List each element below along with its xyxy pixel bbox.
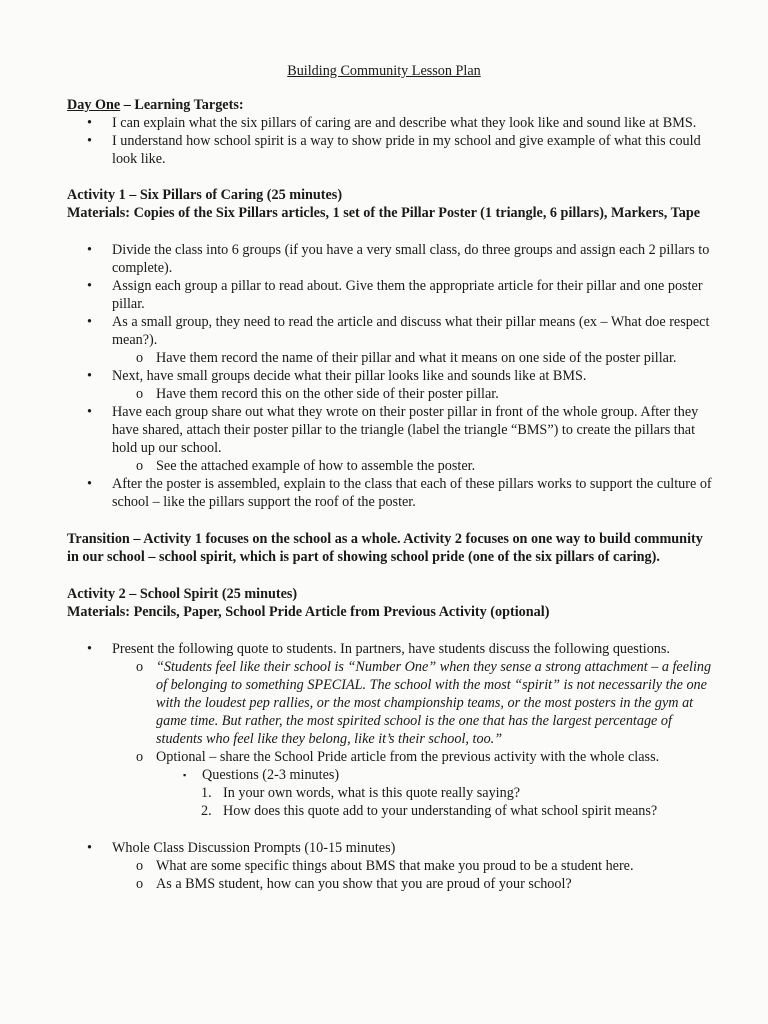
sub-list-item: o See the attached example of how to assemble the poster. <box>136 458 476 474</box>
bullet-icon: • <box>87 641 92 657</box>
activity2-materials: Materials: Pencils, Paper, School Pride Article from Previous Activity (optional) <box>67 604 550 620</box>
number-marker: 2. <box>201 803 212 819</box>
transition-paragraph: Transition – Activity 1 focuses on the school as a whole. Activity 2 focuses on one way to build community in our school – school spirit, which is part of showing school pride (one of the six pillars of caring). <box>67 531 703 565</box>
list-item: • After the poster is assembled, explain to the class that each of these pillars works to support the culture of school – like the pillars support the roof of the poster. <box>87 476 712 510</box>
activity2-heading: Activity 2 – School Spirit (25 minutes) <box>67 586 298 602</box>
circle-bullet-icon: o <box>136 659 144 675</box>
list-item: • Assign each group a pillar to read about. Give them the appropriate article for their pillar and one poster pillar. <box>87 278 703 312</box>
list-item: • As a small group, they need to read the article and discuss what their pillar means (ex – What doe respect mean?). <box>87 314 710 348</box>
bullet-icon: • <box>87 314 92 330</box>
list-item: • I understand how school spirit is a way to show pride in my school and give example of what this could look like. <box>87 133 701 167</box>
bullet-icon: • <box>87 368 92 384</box>
sub-sub-list-item: ▪ Questions (2-3 minutes) <box>183 767 340 783</box>
square-bullet-icon: ▪ <box>183 770 187 780</box>
bullet-icon: • <box>87 840 92 856</box>
numbered-item: 2. How does this quote add to your understanding of what school spirit means? <box>201 803 658 819</box>
circle-bullet-icon: o <box>136 458 144 474</box>
list-item: • Present the following quote to students. In partners, have students discuss the following questions. <box>87 641 670 657</box>
sub-list-item: o Have them record this on the other side of their poster pillar. <box>136 386 499 402</box>
activity1-steps-list <box>67 241 717 511</box>
numbered-item: 1. In your own words, what is this quote really saying? <box>201 785 521 801</box>
circle-bullet-icon: o <box>136 749 144 765</box>
list-item: • I can explain what the six pillars of caring are and describe what they look like and sound like at BMS. <box>87 115 697 131</box>
sub-list-item: o What are some specific things about BMS that make you proud to be a student here. <box>136 858 634 874</box>
page-title: Building Community Lesson Plan <box>287 63 481 79</box>
list-item: • Whole Class Discussion Prompts (10-15 minutes) <box>87 840 396 856</box>
bullet-icon: • <box>87 115 92 131</box>
activity2-steps-list <box>67 640 717 820</box>
bullet-icon: • <box>87 133 92 149</box>
list-item: • Have each group share out what they wrote on their poster pillar in front of the whole group. After they have shared, attach their poster pillar to the triangle (label the triangle “BMS”) to create the pillars that hold up our school. <box>87 404 699 456</box>
circle-bullet-icon: o <box>136 876 144 892</box>
school-spirit-quote: “Students feel like their school is “Number One” when they sense a strong attachment – a feeling of belonging to something SPECIAL. The school with the most “spirit” is not necessarily the one with the loudest pep rallies, or the most championship teams, or the most posters in the gym at game time. But rather, the most spirited school is the one that has the largest percentage of students who feel like they belong, like it’s their school, too.” <box>156 659 712 747</box>
activity1-materials: Materials: Copies of the Six Pillars articles, 1 set of the Pillar Poster (1 triangle, 6 pillars), Markers, Tape <box>67 205 701 221</box>
sub-list-item <box>67 658 717 748</box>
bullet-icon: • <box>87 278 92 294</box>
circle-bullet-icon: o <box>136 350 144 366</box>
number-marker: 1. <box>201 785 212 801</box>
circle-bullet-icon: o <box>136 858 144 874</box>
bullet-icon: • <box>87 404 92 420</box>
circle-bullet-icon: o <box>136 386 144 402</box>
day-one-subtitle: – Learning Targets: <box>120 97 244 113</box>
list-item: • Divide the class into 6 groups (if you have a very small class, do three groups and assign each 2 pillars to complete). <box>87 242 710 276</box>
activity1-heading: Activity 1 – Six Pillars of Caring (25 minutes) <box>67 187 343 203</box>
day-one-label: Day One <box>67 97 121 113</box>
discussion-list <box>67 839 717 893</box>
lesson-content <box>67 96 717 893</box>
learning-targets-list <box>67 114 717 168</box>
sub-list-item: o As a BMS student, how can you show that you are proud of your school? <box>136 876 572 892</box>
sub-list-item: o Optional – share the School Pride article from the previous activity with the whole class. <box>136 749 660 765</box>
bullet-icon: • <box>87 242 92 258</box>
sub-list-item: o Have them record the name of their pillar and what it means on one side of the poster pillar. <box>136 350 677 366</box>
day-one-heading <box>67 96 717 114</box>
list-item: • Next, have small groups decide what their pillar looks like and sounds like at BMS. <box>87 368 587 384</box>
bullet-icon: • <box>87 476 92 492</box>
